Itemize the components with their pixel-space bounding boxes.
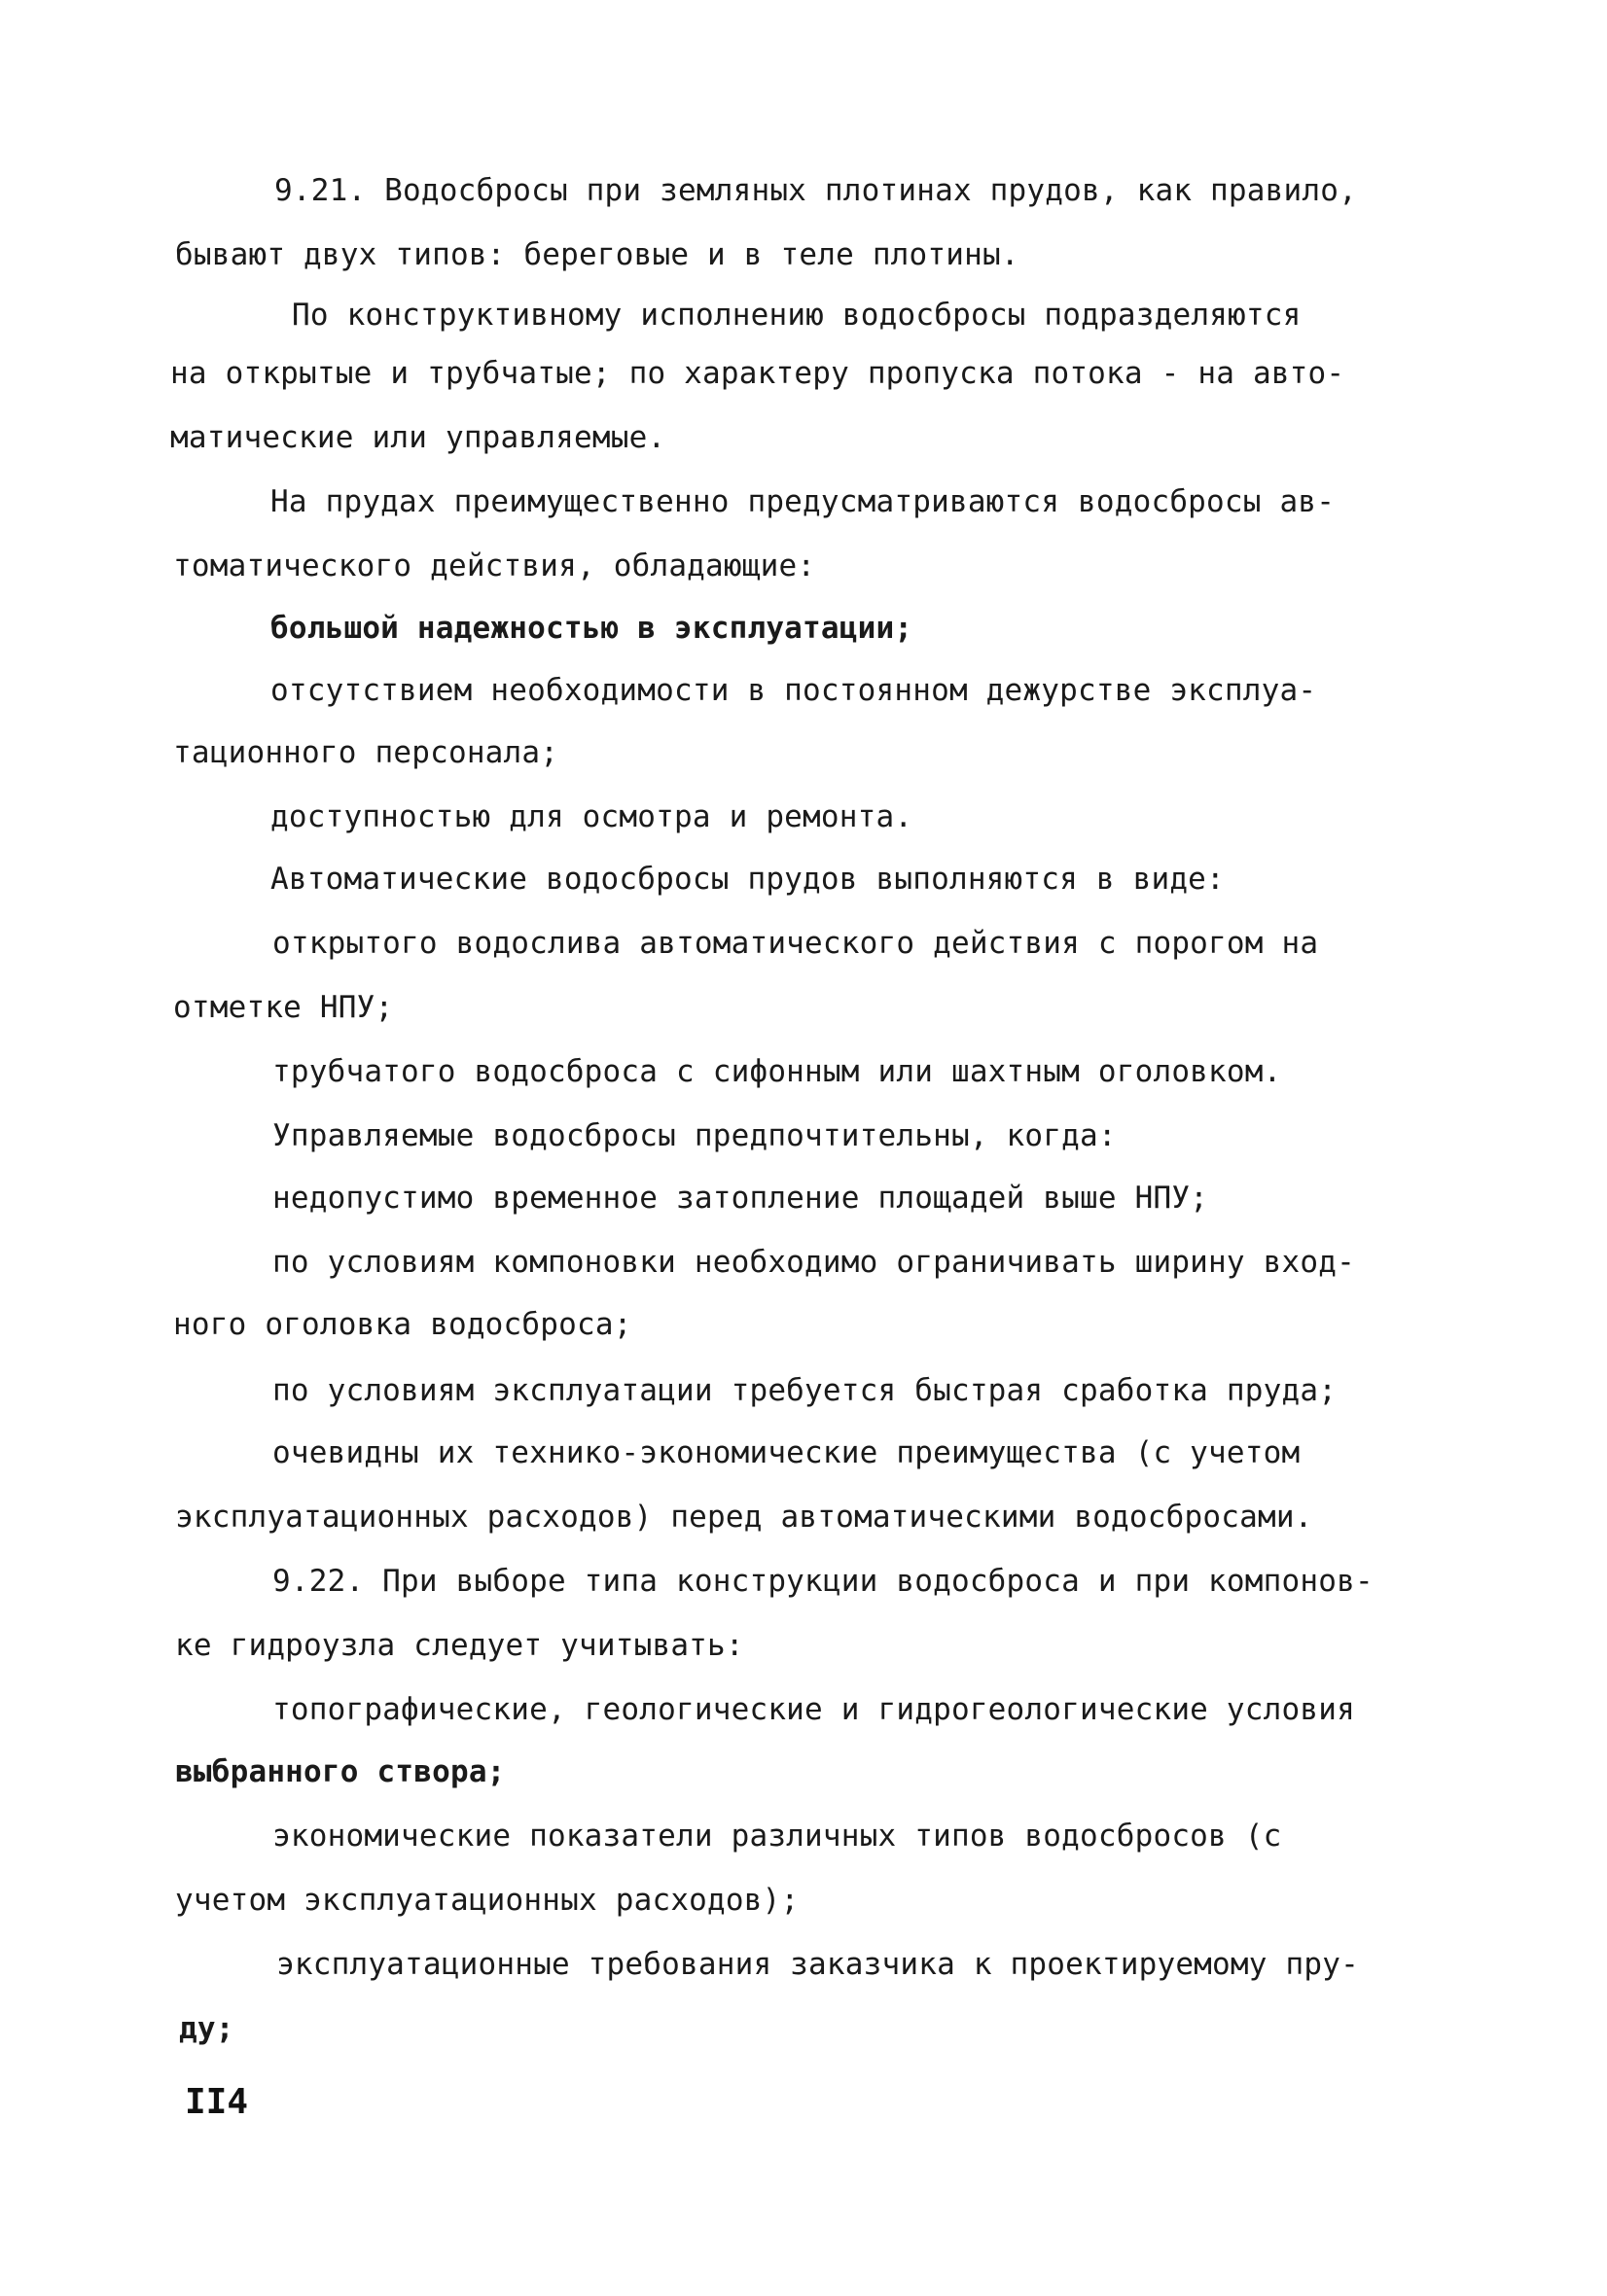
- text-line: 9.22. При выборе типа конструкции водосброса и при компонов-: [272, 1564, 1374, 1599]
- text-line: Автоматические водосбросы прудов выполняются в виде:: [270, 862, 1225, 897]
- text-line: бывают двух типов: береговые и в теле плотины.: [175, 237, 1019, 272]
- text-line: топографические, геологические и гидрогеологические условия: [272, 1692, 1355, 1727]
- text-line: отметке НПУ;: [173, 990, 394, 1025]
- text-line: ке гидроузла следует учитывать:: [175, 1628, 744, 1663]
- text-line: доступностью для осмотра и ремонта.: [270, 799, 913, 834]
- text-line: большой надежностью в эксплуатации;: [270, 611, 913, 646]
- text-line: трубчатого водосброса с сифонным или шахтным оголовком.: [272, 1054, 1282, 1089]
- text-line: ду;: [179, 2011, 234, 2046]
- text-line: на открытые и трубчатые; по характеру пропуска потока - на авто-: [170, 356, 1345, 391]
- text-line: матические или управляемые.: [170, 420, 666, 455]
- text-line: выбранного створа;: [175, 1754, 506, 1789]
- text-line: Управляемые водосбросы предпочтительны, когда:: [272, 1118, 1117, 1153]
- text-line: учетом эксплуатационных расходов);: [175, 1883, 800, 1918]
- text-line: по условиям эксплуатации требуется быстрая сработка пруда;: [272, 1373, 1338, 1408]
- text-line: эксплуатационных расходов) перед автоматическими водосбросами.: [175, 1500, 1313, 1535]
- text-line: эксплуатационные требования заказчика к проектируемому пру-: [276, 1947, 1359, 1982]
- text-line: открытого водослива автоматического действия с порогом на: [272, 926, 1319, 961]
- text-line: На прудах преимущественно предусматриваются водосбросы ав-: [270, 484, 1336, 519]
- text-line: ного оголовка водосброса;: [173, 1307, 632, 1342]
- text-line: 9.21. Водосбросы при земляных плотинах прудов, как правило,: [274, 173, 1357, 208]
- text-line: очевидны их технико-экономические преимущества (с учетом: [272, 1435, 1301, 1470]
- text-line: отсутствием необходимости в постоянном дежурстве эксплуа-: [270, 673, 1317, 708]
- text-line: по условиям компоновки необходимо ограничивать ширину вход-: [272, 1245, 1355, 1280]
- text-line: По конструктивному исполнению водосбросы подразделяются: [292, 298, 1302, 333]
- text-line: томатического действия, обладающие:: [173, 548, 816, 583]
- text-line: недопустимо временное затопление площадей выше НПУ;: [272, 1181, 1209, 1216]
- text-line: тационного персонала;: [173, 735, 559, 770]
- page-number: II4: [185, 2082, 249, 2122]
- text-line: экономические показатели различных типов водосбросов (с: [272, 1819, 1282, 1854]
